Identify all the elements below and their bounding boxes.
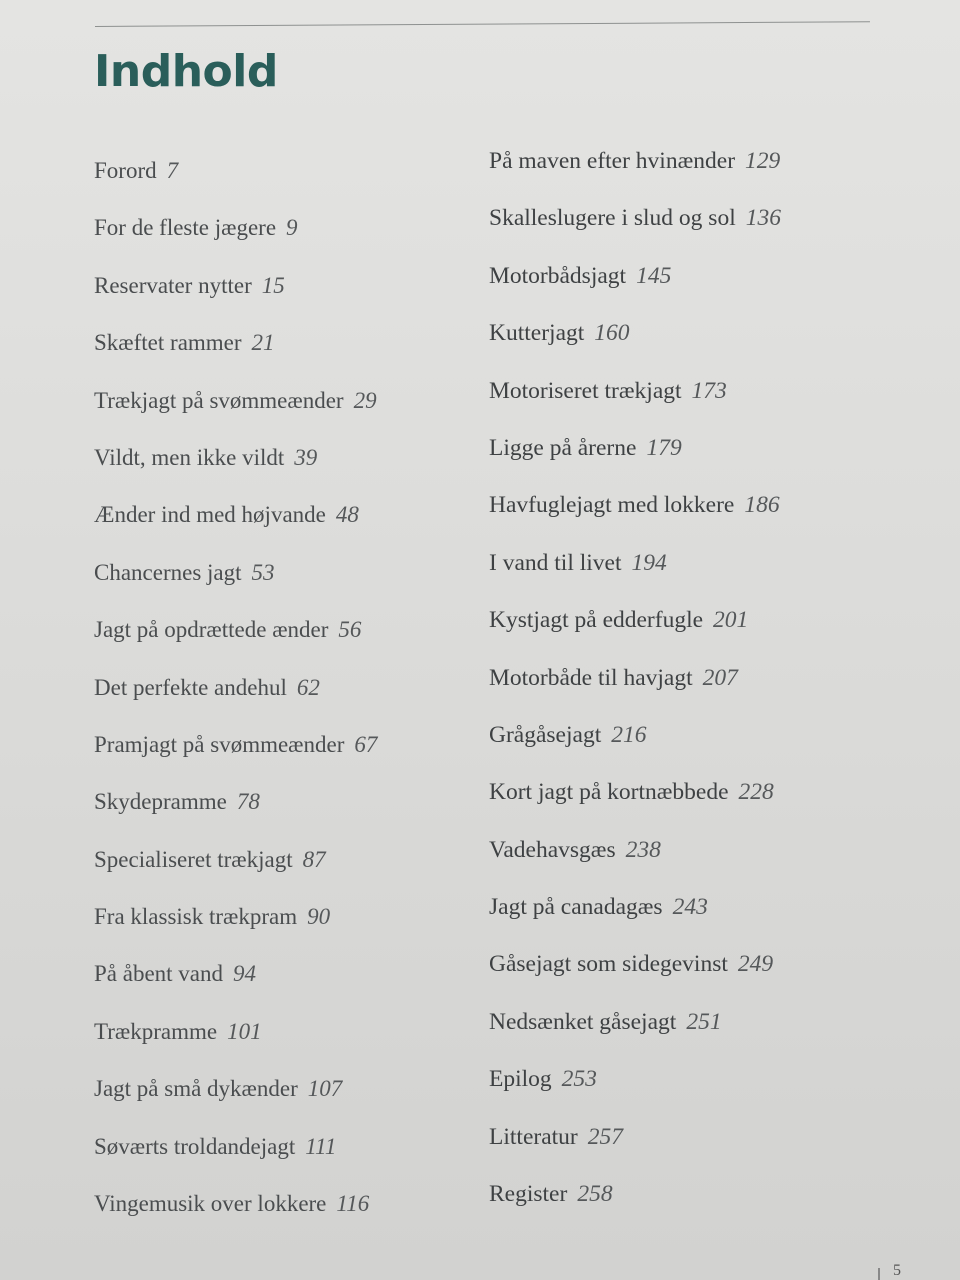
toc-entry-page: 21 — [251, 330, 275, 356]
toc-entry-page: 194 — [631, 549, 667, 576]
toc-entry-page: 7 — [166, 158, 179, 183]
toc-entry — [94, 1070, 377, 1127]
toc-entry-title: Epilog — [489, 1066, 552, 1093]
toc-entry — [489, 429, 781, 486]
toc-entry-title: Motorbåde til havjagt — [489, 664, 693, 691]
toc-entry-page: 201 — [713, 607, 749, 634]
toc-entry-page: 39 — [294, 444, 318, 470]
toc-entry-page: 53 — [251, 559, 275, 585]
toc-entry-page: 78 — [236, 789, 260, 815]
toc-entry-title: Det perfekte andehul — [94, 674, 287, 700]
toc-entry-page: 94 — [233, 961, 257, 987]
toc-entry-page: 90 — [307, 904, 331, 930]
toc-entry-page: 67 — [354, 731, 378, 757]
toc-entry — [94, 841, 377, 898]
toc-entry-page: 173 — [691, 377, 727, 404]
toc-entry-title: Skæftet rammer — [94, 330, 242, 356]
toc-entry — [489, 486, 781, 543]
top-rule — [95, 21, 870, 27]
toc-entry — [94, 324, 377, 381]
toc-column-left — [94, 152, 377, 1242]
toc-entry-page: 9 — [286, 215, 298, 241]
toc-entry — [489, 831, 781, 888]
toc-entry — [489, 601, 781, 658]
toc-entry — [94, 955, 377, 1012]
toc-entry — [489, 142, 781, 199]
toc-entry — [489, 659, 781, 716]
toc-entry-page: 257 — [587, 1123, 623, 1150]
toc-entry — [94, 1185, 377, 1242]
toc-entry-title: Skydepramme — [94, 789, 227, 815]
page-title: Indhold — [94, 46, 278, 97]
toc-entry — [94, 267, 377, 324]
toc-entry — [94, 382, 377, 439]
toc-entry-title: For de fleste jægere — [94, 215, 277, 241]
toc-entry-page: 145 — [636, 262, 672, 289]
toc-entry-page: 251 — [686, 1008, 722, 1035]
toc-entry-page: 62 — [296, 674, 320, 700]
toc-entry — [489, 544, 781, 601]
toc-entry — [489, 945, 781, 1002]
toc-entry-title: Ænder ind med højvande — [94, 502, 326, 528]
toc-entry-page: 48 — [335, 502, 359, 528]
toc-entry-page: 129 — [745, 148, 781, 174]
toc-entry-page: 116 — [336, 1191, 370, 1217]
toc-entry — [489, 716, 781, 773]
toc-entry — [94, 783, 377, 840]
toc-entry-page: 228 — [738, 779, 774, 806]
toc-entry-title: Gåsejagt som sidegevinst — [489, 951, 728, 978]
toc-entry-title: Jagt på opdrættede ænder — [94, 617, 329, 643]
toc-entry — [94, 1013, 377, 1070]
toc-entry — [489, 773, 781, 830]
page-number: 5 — [893, 1262, 901, 1279]
toc-entry-page: 179 — [646, 434, 682, 461]
toc-entry-title: Skalleslugere i slud og sol — [489, 205, 736, 232]
toc-entry — [489, 1175, 781, 1232]
toc-entry-page: 56 — [338, 617, 362, 643]
toc-entry-page: 160 — [594, 320, 630, 347]
toc-entry-page: 253 — [561, 1066, 597, 1093]
toc-entry — [94, 898, 377, 955]
toc-entry-title: Jagt på canadagæs — [489, 894, 663, 921]
toc-entry-title: Forord — [94, 158, 157, 183]
toc-entry — [489, 199, 781, 256]
toc-entry-title: Kystjagt på edderfugle — [489, 607, 704, 634]
toc-entry-title: Fra klassisk trækpram — [94, 904, 298, 930]
toc-entry — [489, 257, 781, 314]
toc-entry-page: 258 — [577, 1181, 613, 1208]
toc-entry — [94, 439, 377, 496]
toc-entry-page: 101 — [227, 1018, 262, 1044]
toc-entry-title: Kort jagt på kortnæbbede — [489, 779, 729, 806]
toc-entry — [489, 1003, 781, 1060]
toc-entry-title: Grågåsejagt — [489, 721, 602, 748]
toc-entry-title: På åbent vand — [94, 961, 224, 987]
toc-entry — [94, 669, 377, 726]
toc-entry-page: 87 — [302, 846, 326, 872]
toc-entry — [94, 554, 377, 611]
toc-entry-title: Vadehavsgæs — [489, 836, 616, 863]
folio-rule — [878, 1268, 880, 1280]
toc-entry-title: Vildt, men ikke vildt — [94, 444, 285, 470]
toc-entry — [489, 314, 781, 371]
toc-entry-page: 243 — [672, 894, 708, 921]
toc-entry-title: Søværts troldandejagt — [94, 1133, 296, 1159]
toc-entry-title: Jagt på små dykænder — [94, 1076, 298, 1102]
toc-entry — [94, 611, 377, 668]
toc-entry-page: 107 — [307, 1076, 343, 1102]
toc-entry — [489, 888, 781, 945]
toc-entry-title: Specialiseret trækjagt — [94, 846, 293, 872]
toc-entry-page: 238 — [625, 836, 661, 863]
toc-entry — [94, 1128, 377, 1185]
toc-entry — [94, 496, 377, 553]
toc-entry-title: Motoriseret trækjagt — [489, 377, 682, 404]
toc-entry-page: 249 — [737, 951, 774, 978]
toc-entry-page: 207 — [702, 664, 738, 691]
toc-entry-title: Nedsænket gåsejagt — [489, 1008, 677, 1035]
toc-entry — [489, 1118, 781, 1175]
toc-entry — [489, 1060, 781, 1117]
toc-entry — [94, 152, 377, 209]
toc-column-right — [489, 142, 781, 1232]
toc-entry-title: Chancernes jagt — [94, 559, 242, 585]
toc-entry — [94, 209, 377, 266]
toc-entry-title: Pramjagt på svømmeænder — [94, 731, 345, 757]
toc-entry-page: 136 — [745, 205, 781, 232]
toc-entry-title: Reservater nytter — [94, 272, 252, 298]
toc-entry-title: Ligge på årerne — [489, 434, 637, 461]
toc-entry-page: 15 — [261, 272, 285, 298]
toc-entry-title: Havfuglejagt med lokkere — [489, 492, 735, 519]
toc-entry — [489, 372, 781, 429]
toc-entry-title: Trækjagt på svømmeænder — [94, 387, 344, 413]
toc-entry-title: Trækpramme — [94, 1018, 218, 1044]
toc-entry-title: På maven efter hvinænder — [489, 148, 736, 174]
toc-entry-title: Vingemusik over lokkere — [94, 1191, 327, 1217]
toc-entry-page: 216 — [611, 721, 647, 748]
toc-entry-title: Motorbådsjagt — [489, 262, 627, 289]
toc-entry-page: 186 — [744, 492, 780, 519]
toc-entry-title: I vand til livet — [489, 549, 622, 576]
toc-entry-page: 111 — [305, 1133, 337, 1159]
toc-entry — [94, 726, 377, 783]
toc-entry-page: 29 — [353, 387, 377, 413]
toc-entry-title: Litteratur — [489, 1123, 578, 1150]
toc-entry-title: Register — [489, 1181, 568, 1208]
toc-entry-title: Kutterjagt — [489, 320, 585, 347]
